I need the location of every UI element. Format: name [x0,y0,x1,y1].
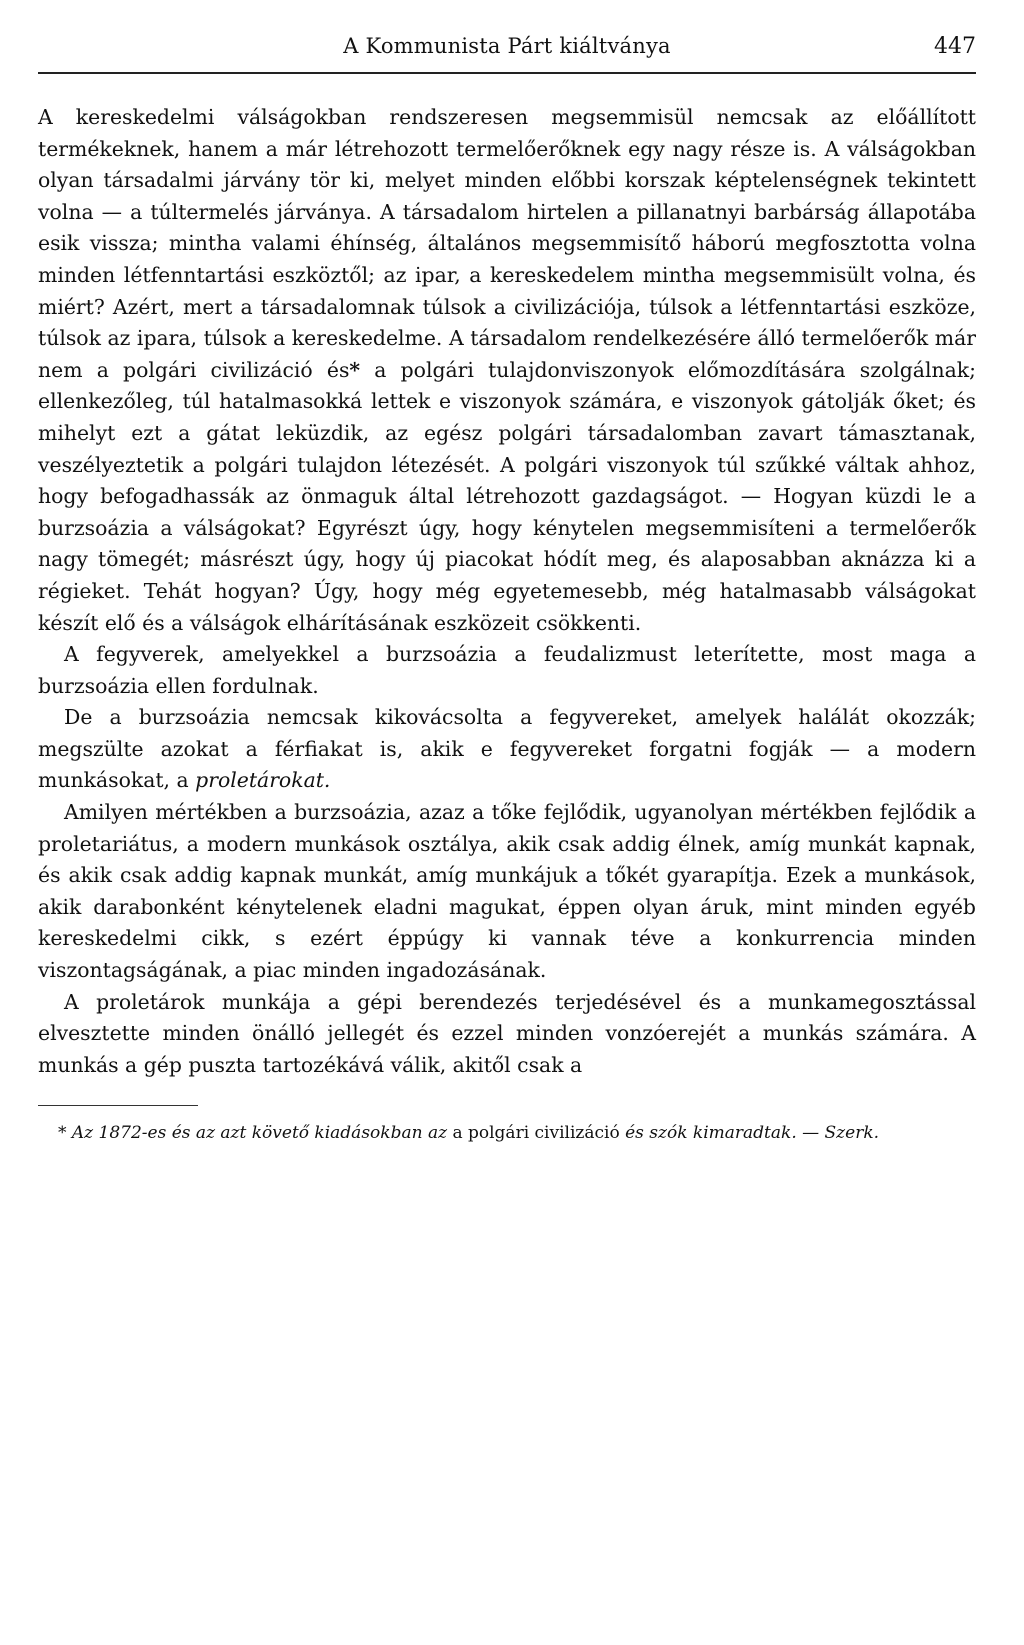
paragraph [38,702,976,797]
footnote [38,1120,976,1146]
text-segment: Amilyen mértékben a burzsoázia, azaz a tőke fejlődik, ugyanolyan mértékben fejlődik a proletariátus, a modern munkások osztálya, akik csak addig élnek, amíg munkát kapnak, és akik csak addig kapnak munkát, amíg munkájuk a tőkét gyarapítja. Ezek a munkások, akik darabonként kénytelenek eladni magukat, éppen olyan áruk, mint minden egyéb kereskedelmi cikk, s ezért éppúgy ki vannak téve a konkurrencia minden viszontagságának, a piac minden ingadozásának. [38,800,976,983]
paragraph [38,987,976,1082]
text-segment: a polgári tulajdonviszonyok előmozdítására szolgálnak; ellenkezőleg, túl hatalmasokká lettek e viszonyok számára, e viszonyok gátolják őket; és mihelyt ezt a gátat leküzdik, az egész polgári társadalomban zavart támasztanak, veszélyeztetik a polgári tulajdon létezését. A polgári viszonyok túl szűkké váltak ahhoz, hogy befogadhassák az önmaguk által létrehozott gazdagságot. — Hogyan küzdi le a burzsoázia a válságokat? Egyrészt úgy, hogy kénytelen megsemmisíteni a termelőerők nagy tömegét; másrészt úgy, hogy új piacokat hódít meg, és alaposabban aknázza ki a régieket. Tehát hogyan? Úgy, hogy még egyetemesebb, még hatalmasabb válságokat készít elő és a válságok elhárításának eszközeit csökkenti. [38,357,976,635]
footnote-marker: * [58,1123,67,1144]
running-title: A Kommunista Párt kiáltványa [343,34,671,58]
body-text [38,102,976,1081]
header-rule [38,72,976,74]
text-segment: A proletárok munkája a gépi berendezés terjedésével és a munkamegosztással elvesztette minden önálló jellegét és ezzel minden vonzóerejét a munkás számára. A munkás a gép puszta tartozékává válik, akitől csak a [38,989,976,1077]
text-segment: A fegyverek, amelyekkel a burzsoázia a feudalizmust leterítette, most maga a burzsoázia ellen fordulnak. [38,642,976,698]
paragraph [38,797,976,987]
text-segment: De a burzsoázia nemcsak kikovácsolta a fegyvereket, amelyek halálát okozzák; megszülte azokat a férfiakat is, akik e fegyvereket forgatni fogják — a modern munkásokat, a [38,705,976,793]
text-segment: Az 1872-es és az azt követő kiadásokban az [71,1123,453,1144]
paragraph [38,639,976,702]
text-segment: és szók kimaradtak. — Szerk. [619,1123,880,1144]
footnote-rule [38,1105,198,1106]
text-segment: * [349,357,361,382]
text-segment: A kereskedelmi válságokban rendszeresen megsemmisül nemcsak az előállított termékeknek, hanem a már létrehozott termelőerőknek egy nagy része is. A válságokban olyan társadalmi járvány tör ki, melyet minden előbbi korszak képtelenségnek tekintett volna — a túltermelés járványa. A társadalom hirtelen a pillanatnyi barbárság állapotába esik vissza; mintha valami éhínség, általános megsemmisítő háború megfosztotta volna minden létfenntartási eszköztől; az ipar, a kereskedelem mintha megsemmisült volna, és miért? Azért, mert a társadalomnak túlsok a civilizációja, túlsok a létfenntartási eszköze, túlsok az ipara, túlsok a kereskedelme. A társadalom rendelkezésére álló termelőerők már nem a polgári civilizáció és [38,105,976,382]
running-header [38,34,976,68]
text-segment: proletárokat. [195,768,331,793]
page-number: 447 [934,34,976,59]
paragraph [38,102,976,639]
text-segment: a polgári civilizáció [452,1123,620,1144]
